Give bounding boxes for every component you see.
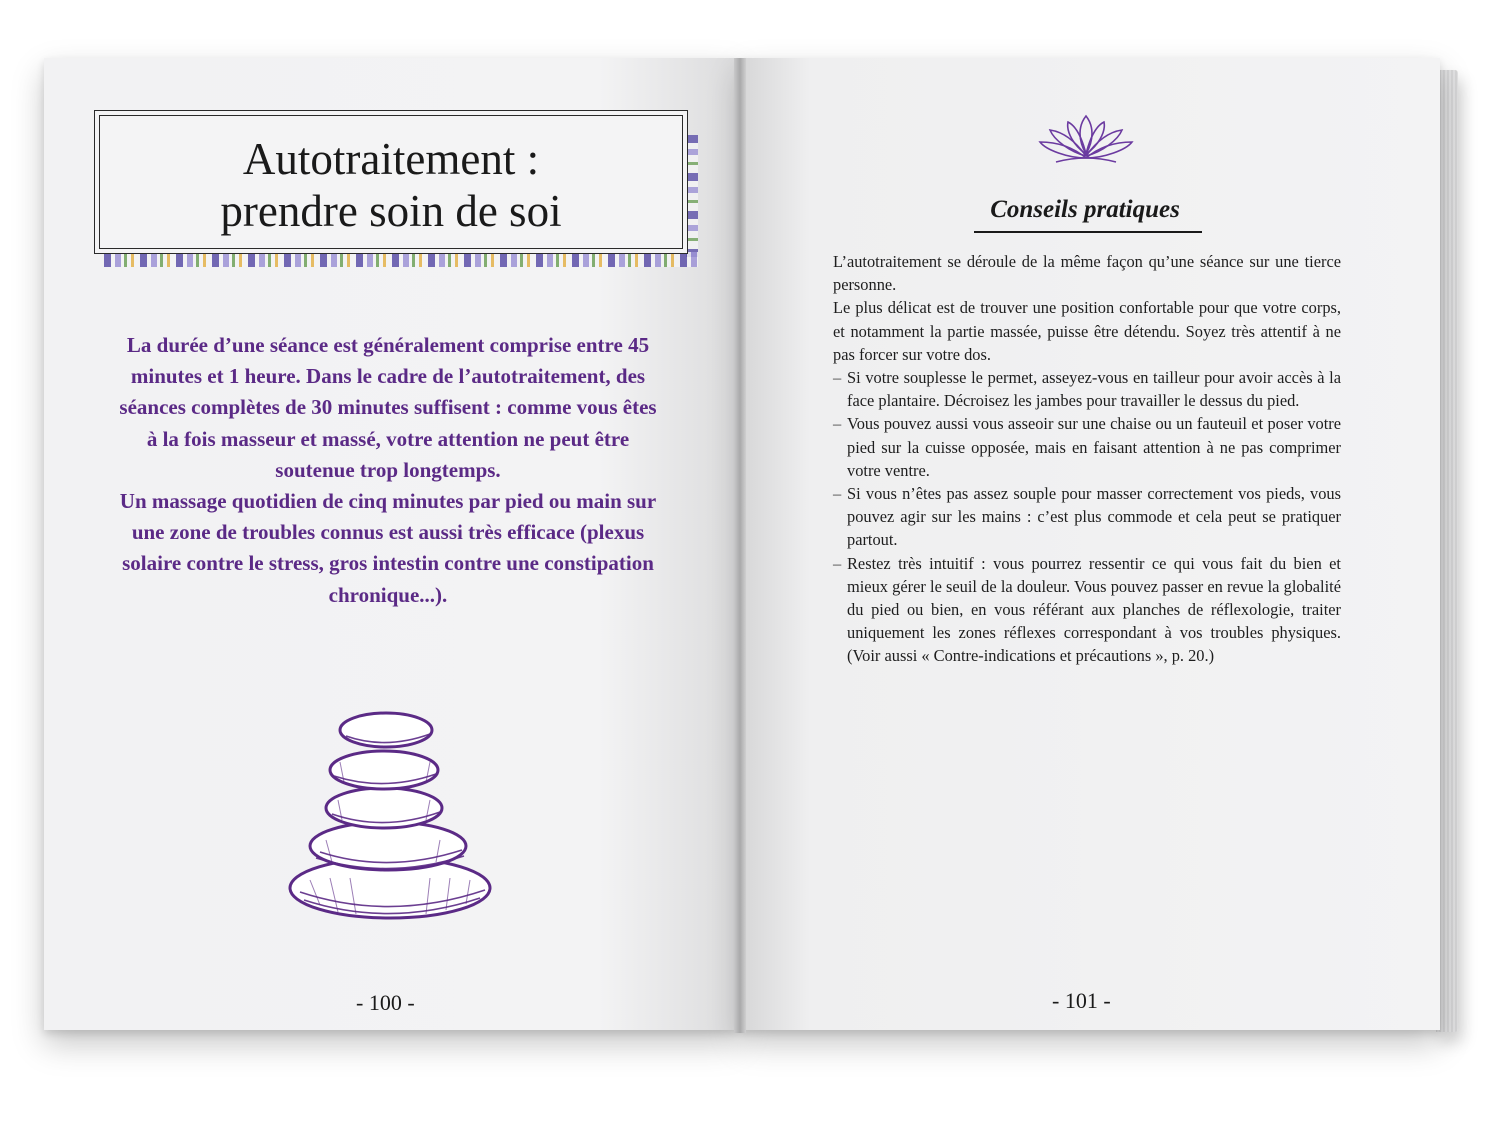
page-number-right: - 101 - — [1052, 988, 1111, 1013]
book-gutter — [734, 58, 746, 1033]
list-item-text: Si votre souplesse le permet, asseyez-vous en tailleur pour avoir accès à la face plantaire. Décroisez les jambes pour travailler le dessus du pied. — [847, 368, 1341, 411]
page-number-left: - 100 - — [356, 990, 415, 1015]
subtitle-underline — [974, 231, 1202, 233]
list-item-text: Restez très intuitif : vous pourrez ressentir ce qui vous fait du bien et mieux gérer le seuil de la douleur. Vous pouvez passer en revue la globalité du pied ou bien, en vous référant aux planches de réflexologie, traiter uniquement les zones réflexes correspondant à vos troubles physiques. (Voir aussi « Contre-indications et précautions », p. 20.) — [847, 553, 1341, 666]
lotus-icon — [1036, 110, 1136, 166]
stacked-stones-icon — [280, 700, 500, 930]
page-title — [95, 133, 687, 237]
section-subtitle: Conseils pratiques — [990, 196, 1180, 223]
list-item — [833, 366, 1341, 412]
list-item-text: Vous pouvez aussi vous asseoir sur une chaise ou un fauteuil et poser votre pied sur la cuisse opposée, mais en faisant attention à ne pas comprimer votre ventre. — [847, 414, 1341, 480]
list-item — [833, 412, 1341, 482]
list-item-text: Si vous n’êtes pas assez souple pour masser correctement vos pieds, vous pouvez agir sur les mains : c’est plus commode et cela peut se pratiquer partout. — [847, 484, 1341, 550]
floral-border-bottom — [104, 252, 698, 267]
dash-bullet: – — [833, 553, 842, 573]
paragraph-1: L’autotraitement se déroule de la même façon qu’une séance sur une tierce personne. — [833, 252, 1341, 295]
title-line-1: Autotraitement : — [242, 134, 540, 184]
intro-paragraph-2: Un massage quotidien de cinq minutes par pied ou main sur une zone de troubles connus est aussi très efficace (plexus solaire contre le stress, gros intestin contre une constipation chronique...). — [119, 489, 657, 607]
dash-bullet: – — [833, 368, 842, 388]
intro-text — [118, 330, 658, 611]
list-item — [833, 552, 1341, 668]
intro-paragraph-1: La durée d’une séance est généralement comprise entre 45 minutes et 1 heure. Dans le cadre de l’autotraitement, des séances complètes de 30 minutes suffisent : comme vous êtes à la fois masseur et massé, votre attention ne peut être soutenue trop longtemps. — [119, 333, 657, 482]
title-line-2: prendre soin de soi — [220, 186, 562, 236]
paragraph-2: Le plus délicat est de trouver une position confortable pour que votre corps, et notamment la partie massée, puisse être détendu. Soyez très attentif à ne pas forcer sur votre dos. — [833, 298, 1341, 364]
body-text — [833, 250, 1341, 668]
title-frame — [94, 110, 688, 254]
tips-list — [833, 366, 1341, 668]
dash-bullet: – — [833, 414, 842, 434]
list-item — [833, 482, 1341, 552]
dash-bullet: – — [833, 484, 842, 504]
